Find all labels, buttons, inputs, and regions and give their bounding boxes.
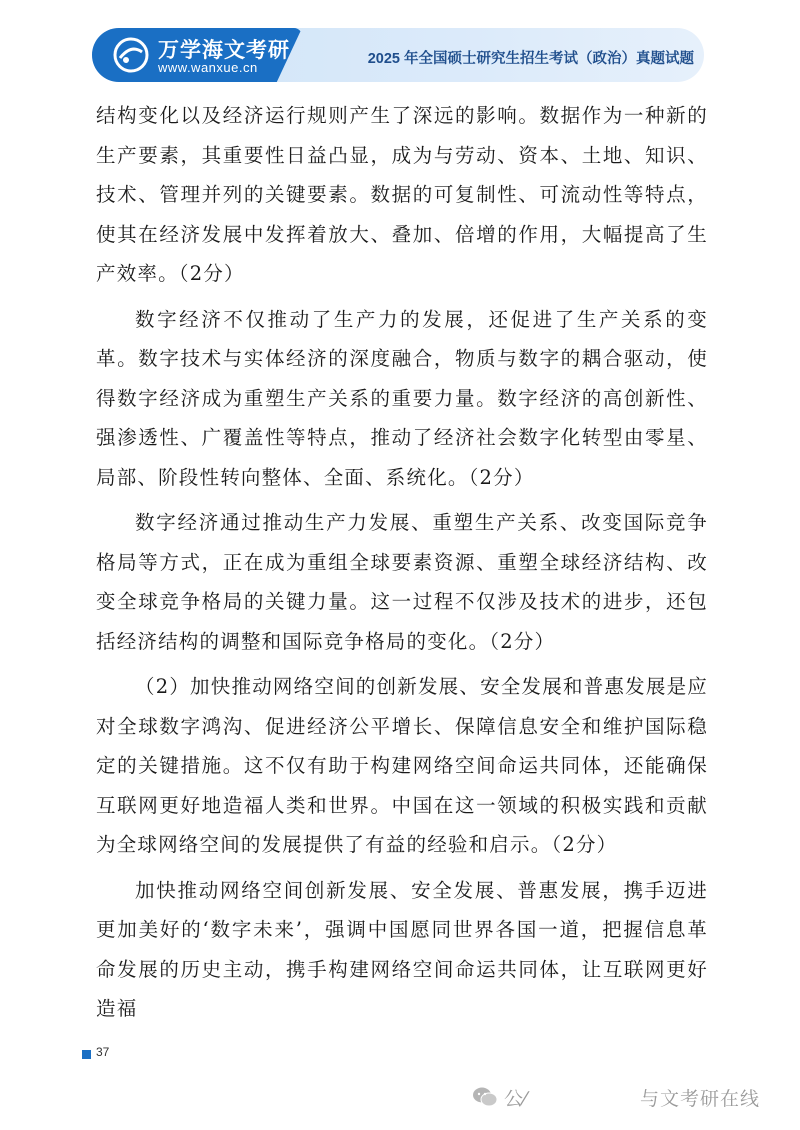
wechat-icon [472,1086,498,1108]
paragraph: 结构变化以及经济运行规则产生了深远的影响。数据作为一种新的生产要素，其重要性日益凸显，成为与劳动、资本、土地、知识、技术、管理并列的关键要素。数据的可复制性、可流动性等特点，使其在经济发展中发挥着放大、叠加、倍增的作用，大幅提高了生产效率。（2分） [96,104,708,285]
paragraph: 数字经济不仅推动了生产力的发展，还促进了生产关系的变革。数字技术与实体经济的深度融合，物质与数字的耦合驱动，使得数字经济成为重塑生产关系的重要力量。数字经济的高创新性、强渗透性、广覆盖性等特点，推动了经济社会数字化转型由零星、局部、阶段性转向整体、全面、系统化。（2分） [96,307,708,489]
paragraph: 加快推动网络空间创新发展、安全发展、普惠发展，携手迈进更加美好的‘数字未来’，强调中国愿同世界各国一道，把握信息革命发展的历史主动，携手构建网络空间命运共同体，让互联网更好造福 [96,878,708,1020]
logo-icon [112,36,150,74]
brand-name: 万学海文考研 [158,39,290,62]
page-number: 37 [96,1045,110,1059]
exam-title: 2025 年全国硕士研究生招生考试（政治）真题试题 [367,51,694,67]
brand-url: www.wanxue.cn [158,60,258,75]
watermark-text: 与文考研在线 [640,1088,761,1110]
watermark-text: 公⁄ [504,1088,527,1110]
paragraph: 数字经济通过推动生产力发展、重塑生产关系、改变国际竞争格局等方式，正在成为重组全球要素资源、重塑全球经济结构、改变全球竞争格局的关键力量。这一过程不仅涉及技术的进步，还包括经济结构的调整和国际竞争格局的变化。（2分） [96,511,708,653]
paragraph: （2）加快推动网络空间的创新发展、安全发展和普惠发展是应对全球数字鸿沟、促进经济公平增长、保障信息安全和维护国际稳定的关键措施。这不仅有助于构建网络空间命运共同体，还能确保互联网更好地造福人类和世界。中国在这一领域的积极实践和贡献为全球网络空间的发展提供了有益的经验和启示。（2分） [96,675,708,856]
page-marker-icon [82,1050,91,1059]
document-body [96,96,708,1029]
